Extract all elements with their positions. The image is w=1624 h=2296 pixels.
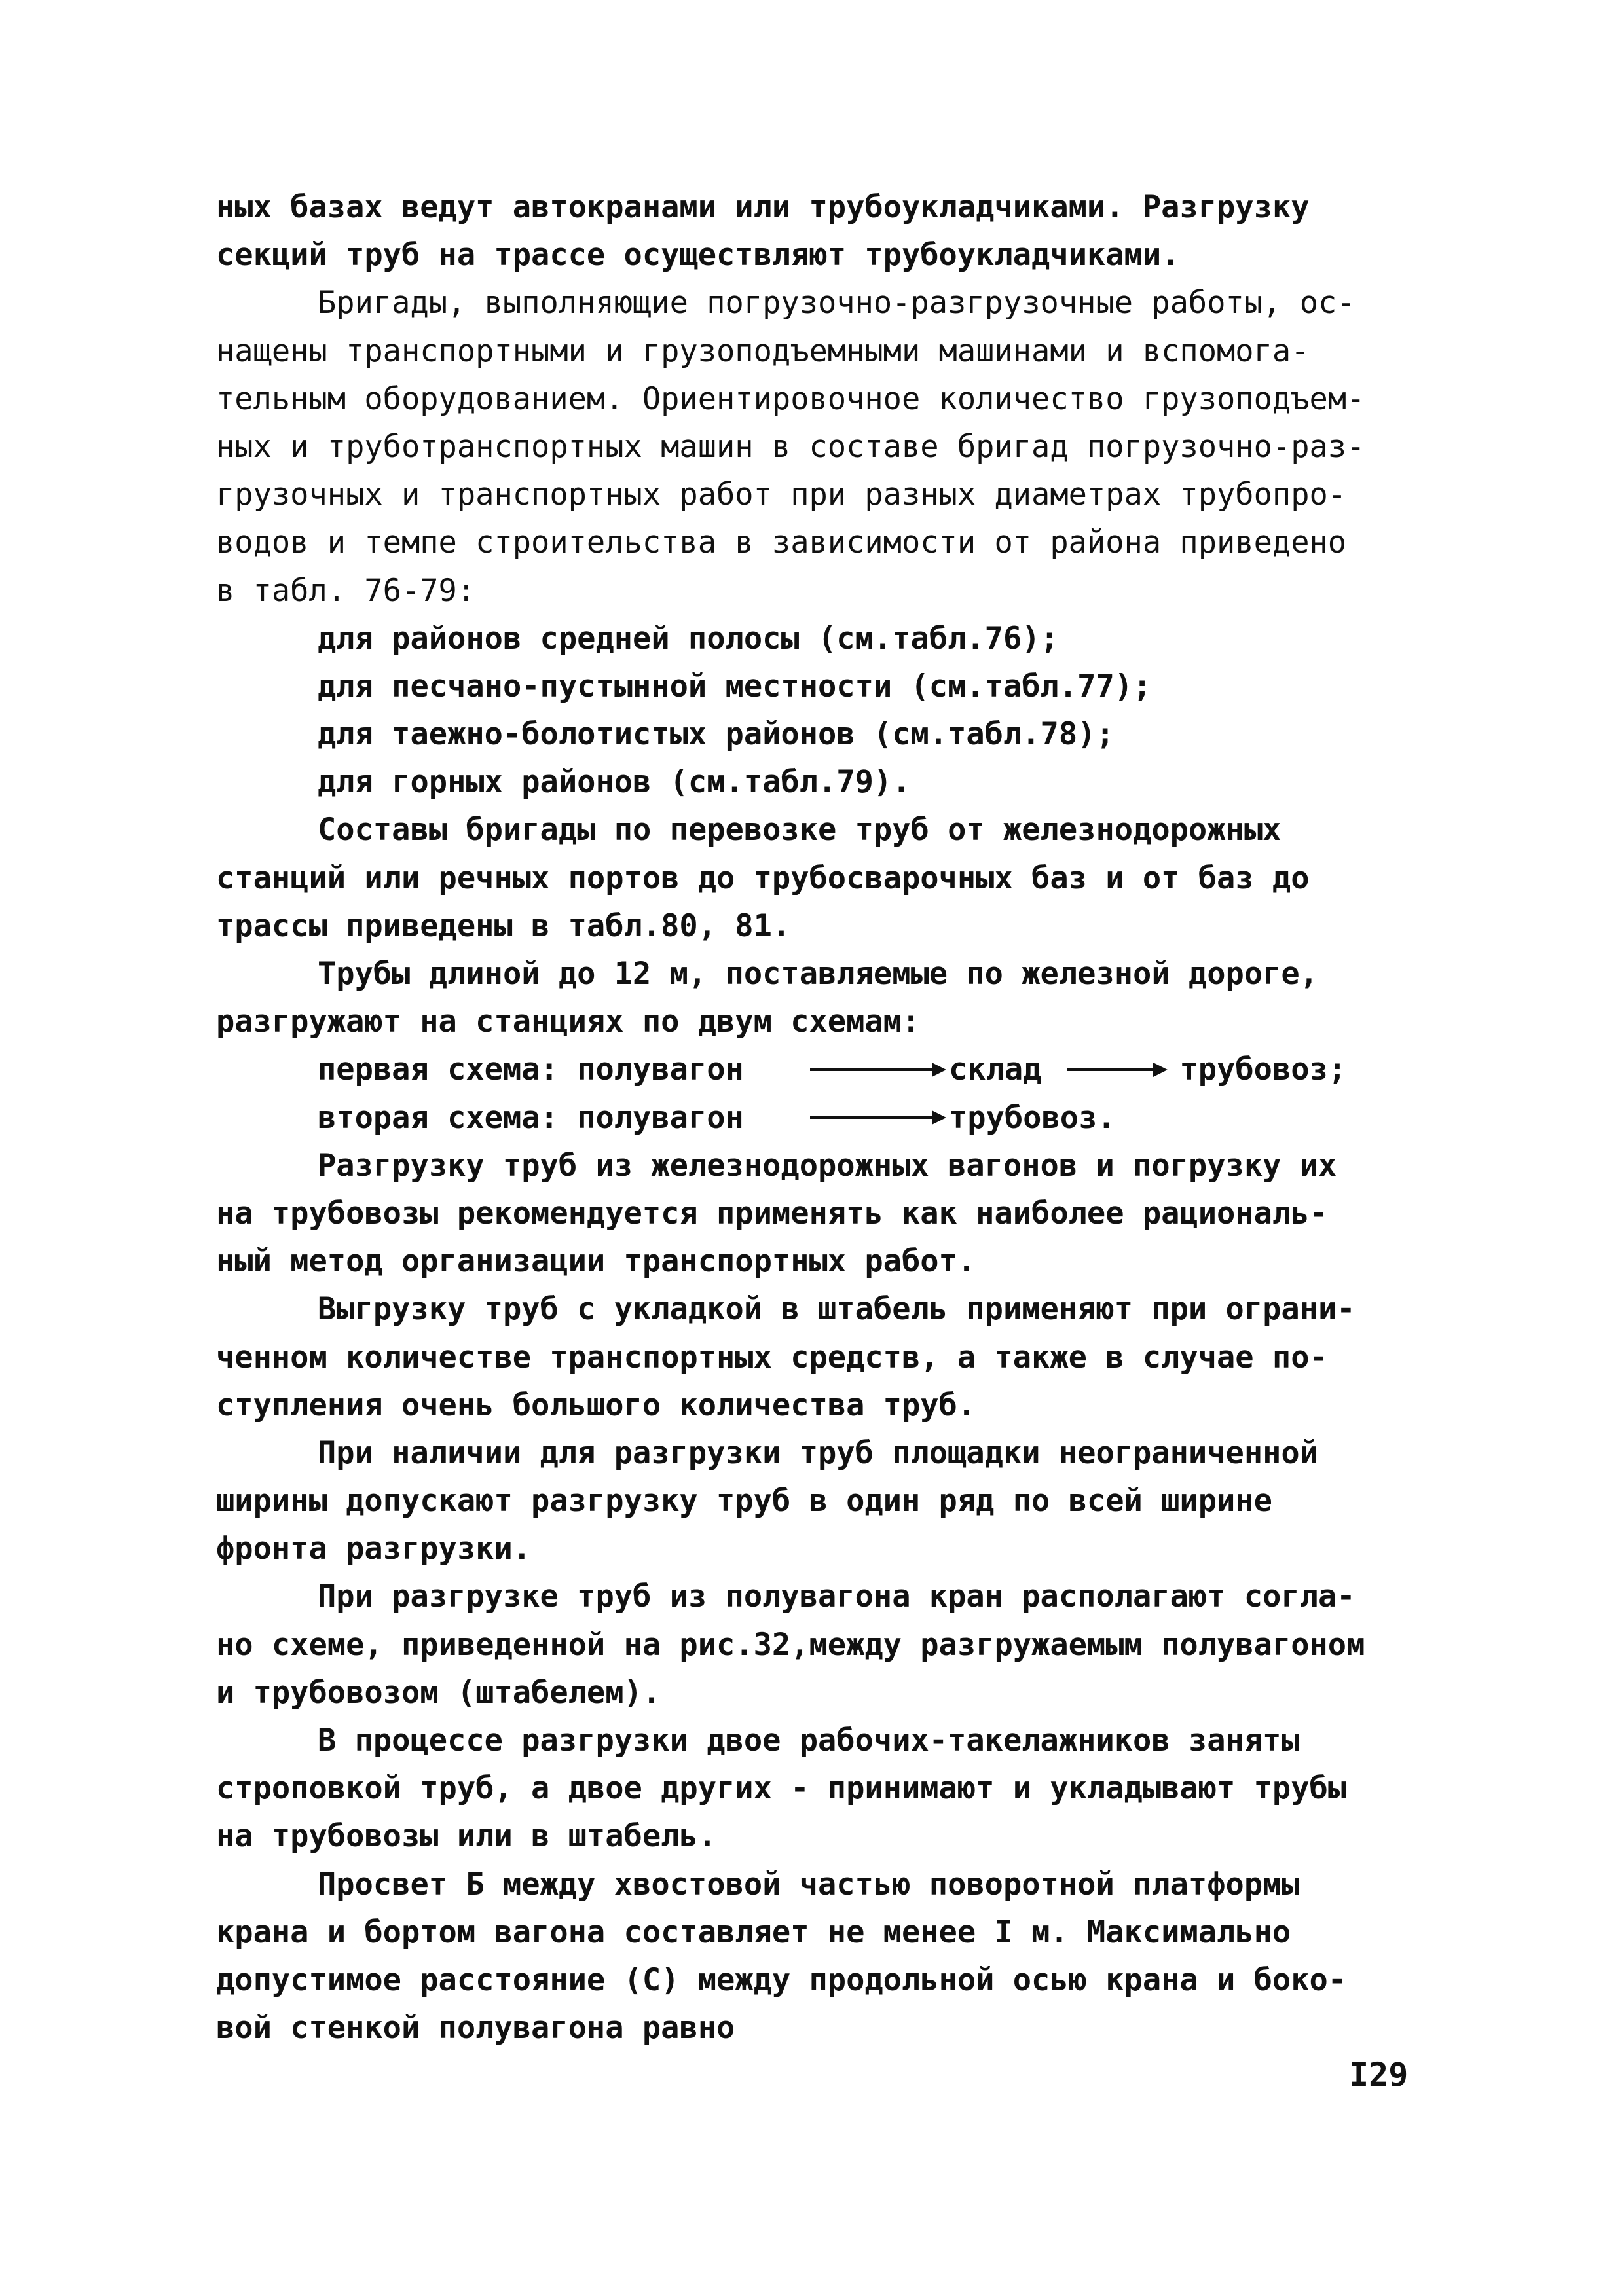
text-line: вой стенкой полувагона равно	[216, 2010, 735, 2047]
text-line: ный метод организации транспортных работ.	[216, 1243, 976, 1280]
text-line: ных базах ведут автокранами или трубоукладчиками. Разгрузку	[216, 189, 1310, 225]
list-item: для песчано-пустынной местности (см.табл.77);	[318, 668, 1152, 704]
text-line: нащены транспортными и грузоподъемными машинами и вспомога-	[216, 333, 1310, 369]
text-line: станций или речных портов до трубосварочных баз и от баз до	[216, 860, 1310, 896]
list-item: для таежно-болотистых районов (см.табл.78);	[318, 716, 1115, 753]
text-line: Разгрузку труб из железнодорожных вагонов и погрузку их	[318, 1147, 1337, 1184]
scheme-label: первая схема: полувагон	[318, 1051, 744, 1088]
arrow-right-icon	[810, 1116, 941, 1119]
text-line: ных и труботранспортных машин в составе бригад погрузочно-раз-	[216, 428, 1365, 465]
page-body	[216, 183, 1441, 2052]
text-line: но схеме, приведенной на рис.32,между разгружаемым полувагоном	[216, 1626, 1365, 1663]
text-line: грузочных и транспортных работ при разных диаметрах трубопро-	[216, 477, 1347, 513]
text-line: фронта разгрузки.	[216, 1531, 532, 1567]
text-line: Просвет Б между хвостовой частью поворотной платформы	[318, 1866, 1300, 1903]
arrow-right-icon	[1067, 1068, 1162, 1071]
text-line: При наличии для разгрузки труб площадки неограниченной	[318, 1434, 1319, 1471]
text-line: водов и темпе строительства в зависимости от района приведено	[216, 524, 1347, 561]
text-line: При разгрузке труб из полувагона кран располагают согла-	[318, 1578, 1356, 1615]
page-number: I29	[1349, 2056, 1409, 2094]
scheme-label: вторая схема: полувагон	[318, 1099, 744, 1136]
scheme-step: трубовоз.	[949, 1099, 1116, 1136]
text-line: и трубовозом (штабелем).	[216, 1674, 661, 1711]
text-line: В процессе разгрузки двое рабочих-такелажников заняты	[318, 1722, 1300, 1758]
text-line: Выгрузку труб с укладкой в штабель применяют при ограни-	[318, 1291, 1356, 1328]
scheme-step: склад	[949, 1051, 1042, 1088]
scheme-line-2	[216, 1094, 1441, 1142]
text-line: допустимое расстояние (С) между продольной осью крана и боко-	[216, 1961, 1347, 1998]
list-item: для горных районов (см.табл.79).	[318, 764, 911, 801]
text-line: трассы приведены в табл.80, 81.	[216, 907, 791, 944]
text-line: Составы бригады по перевозке труб от железнодорожных	[318, 812, 1282, 848]
text-line: ступления очень большого количества труб.	[216, 1387, 976, 1423]
text-line: Трубы длиной до 12 м, поставляемые по железной дороге,	[318, 956, 1319, 992]
text-line: ширины допускают разгрузку труб в один ряд по всей ширине	[216, 1483, 1272, 1520]
text-line: тельным оборудованием. Ориентировочное количество грузоподъем-	[216, 380, 1365, 417]
scheme-step: трубовоз;	[1179, 1051, 1347, 1088]
text-line: ченном количестве транспортных средств, а также в случае по-	[216, 1339, 1328, 1376]
text-line: строповкой труб, а двое других - принимают и укладывают трубы	[216, 1770, 1347, 1807]
scheme-line-1	[216, 1046, 1441, 1093]
text-line: в табл. 76-79:	[216, 572, 476, 609]
text-line: секций труб на трассе осуществляют трубоукладчиками.	[216, 237, 1180, 274]
arrow-right-icon	[810, 1068, 941, 1071]
text-line: на трубовозы или в штабель.	[216, 1818, 717, 1855]
list-item: для районов средней полосы (см.табл.76);	[318, 620, 1059, 657]
text-line: Бригады, выполняющие погрузочно-разгрузочные работы, ос-	[318, 285, 1356, 321]
text-line: на трубовозы рекомендуется применять как наиболее рациональ-	[216, 1195, 1328, 1231]
text-line: разгружают на станциях по двум схемам:	[216, 1004, 921, 1040]
text-line: крана и бортом вагона составляет не менее I м. Максимально	[216, 1914, 1291, 1950]
